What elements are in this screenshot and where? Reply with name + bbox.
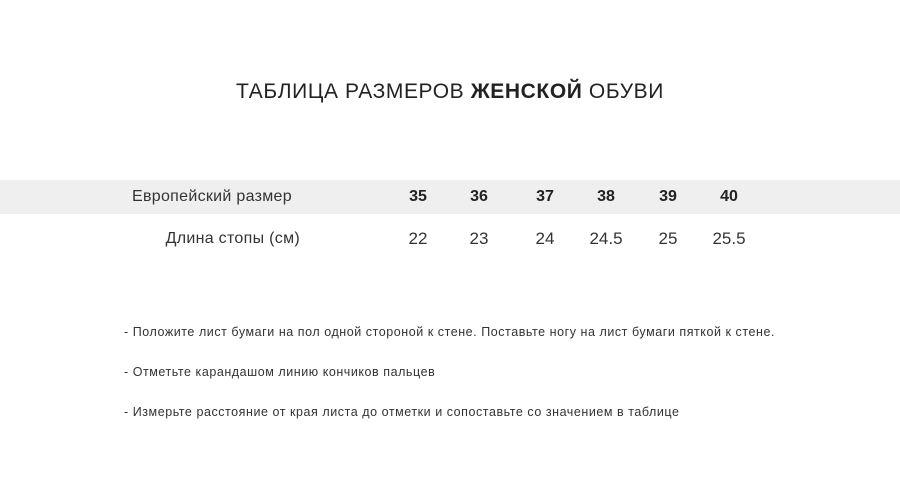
page-title [0,80,900,104]
title-suffix: ОБУВИ [582,80,664,103]
size-cell: 39 [659,188,677,205]
size-table-row-foot-length [0,222,900,256]
title-prefix: ТАБЛИЦА РАЗМЕРОВ [236,80,471,103]
size-cell: 37 [536,188,554,205]
length-cell: 24 [535,229,555,248]
size-cell: 35 [409,188,427,205]
length-cell: 23 [469,229,489,248]
size-cell: 40 [720,188,738,205]
length-cell: 25.5 [712,229,746,248]
length-cell: 25 [658,229,678,248]
row-label-foot-length: Длина стопы (см) [165,230,300,247]
row-label-european-size: Европейский размер [132,188,292,205]
instruction-step-3: - Измерьте расстояние от края листа до отметки и сопоставьте со значением в таблице [124,405,680,419]
instruction-step-1: - Положите лист бумаги на пол одной стороной к стене. Поставьте ногу на лист бумаги пяткой к стене. [124,325,775,339]
size-cell: 36 [470,188,488,205]
instruction-step-2: - Отметьте карандашом линию кончиков пальцев [124,365,436,379]
title-emphasis: ЖЕНСКОЙ [470,80,583,103]
length-cell: 24.5 [589,229,623,248]
size-cell: 38 [597,188,615,205]
size-table-row-european-size [0,180,900,214]
length-cell: 22 [408,229,428,248]
